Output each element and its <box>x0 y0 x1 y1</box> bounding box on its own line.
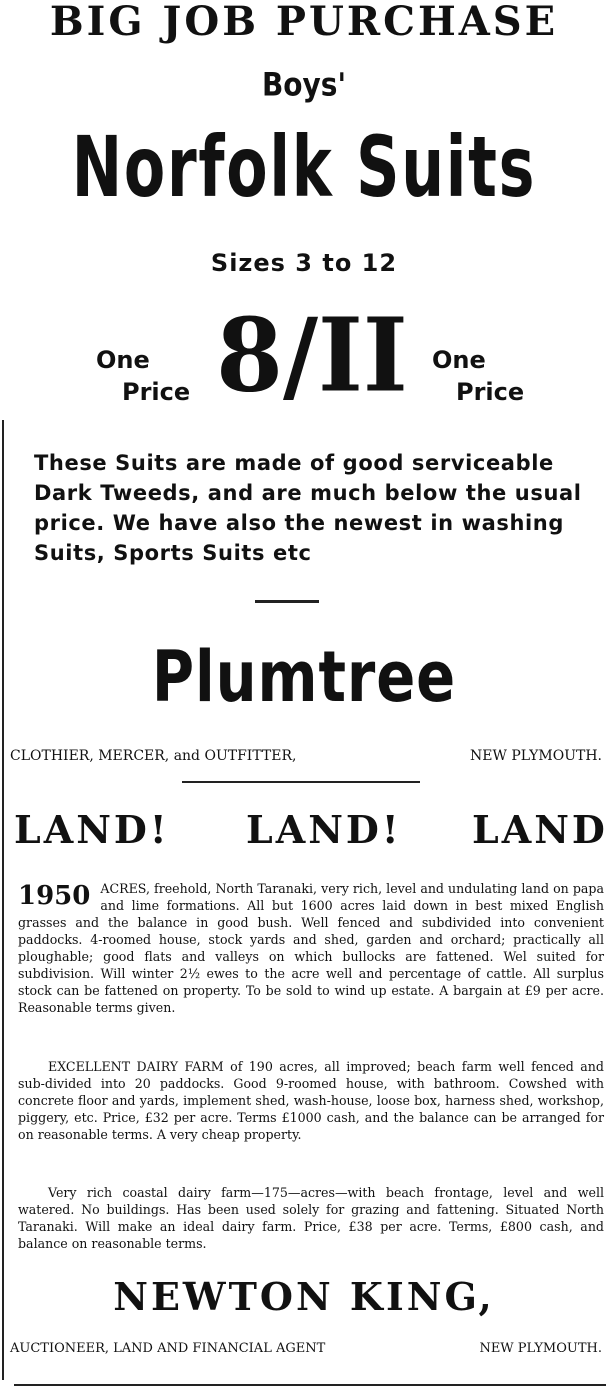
one-price-left-line1: One <box>96 346 150 374</box>
one-price-right-line2: Price <box>456 378 525 406</box>
suits-description: These Suits are made of good serviceable Dark Tweeds, and are much below the usual price. We have also the newest in washing Suits, Sports Suits etc <box>34 451 582 565</box>
agent-role: AUCTIONEER, LAND AND FINANCIAL AGENT <box>10 1341 326 1356</box>
listing-1-acres: 1950 <box>18 881 91 911</box>
land-heading <box>14 806 606 856</box>
store-trade: CLOTHIER, MERCER, and OUTFITTER, <box>10 748 297 764</box>
store-name: Plumtree <box>151 637 457 719</box>
agent-location: NEW PLYMOUTH. <box>479 1341 602 1356</box>
sizes-line: Sizes 3 to 12 <box>210 249 398 277</box>
headline: BIG JOB PURCHASE <box>49 0 559 45</box>
listing-1-text: ACRES, freehold, North Taranaki, very rich, level and undulating land on papa and lime formations. All but 1600 acres laid down in best mixed English grasses and the balance in good bush. Well fenced and subdivided into convenient paddocks. 4-roomed house, stock yards and shed, garden and orchard; practically all ploughable; good flats and valleys on which bullocks are fattened. Wel suited for subdivision. Will winter 2½ ewes to the acre well and percentage of cattle. All surplus stock can be fattened on property. To be sold to wind up estate. A bargain at £9 per acre. Reasonable terms given. <box>18 881 604 1015</box>
section-divider <box>182 781 420 783</box>
one-price-left-line2: Price <box>122 378 191 406</box>
one-price-right <box>432 344 524 408</box>
price-block <box>0 296 608 420</box>
boys-label: Boys' <box>261 65 347 104</box>
listing-2: EXCELLENT DAIRY FARM of 190 acres, all improved; beach farm well fenced and sub-divided into 20 paddocks. Good 9-roomed house, with bathroom. Cowshed with concrete floor and yards, implement shed, wash-house, loose box, harness shed, workshop, piggery, etc. Price, £32 per acre. Terms £1000 cash, and the balance can be arranged for on reasonable terms. A very cheap property. <box>18 1059 604 1142</box>
bottom-rule <box>14 1384 606 1386</box>
price-amount: 8/II <box>216 296 408 415</box>
land-heading-3: LAND <box>472 807 608 852</box>
land-heading-2: LAND! <box>246 807 402 852</box>
store-details <box>10 746 602 768</box>
agent-details <box>10 1339 602 1361</box>
agent-name: NEWTON KING, <box>113 1274 495 1319</box>
section-divider-short <box>255 600 319 603</box>
land-heading-1: LAND! <box>14 807 170 852</box>
listing-1 <box>18 880 604 1016</box>
one-price-right-line1: One <box>432 346 486 374</box>
store-location: NEW PLYMOUTH. <box>470 748 602 764</box>
product-title: Norfolk Suits <box>71 117 537 217</box>
listing-3: Very rich coastal dairy farm—175—acres—with beach frontage, level and well watered. No buildings. Has been used solely for grazing and fattening. Situated North Taranaki. Will make an ideal dairy farm. Price, £38 per acre. Terms, £800 cash, and balance on reasonable terms. <box>18 1185 604 1251</box>
one-price-left <box>96 344 190 408</box>
left-column-rule <box>2 420 4 1380</box>
